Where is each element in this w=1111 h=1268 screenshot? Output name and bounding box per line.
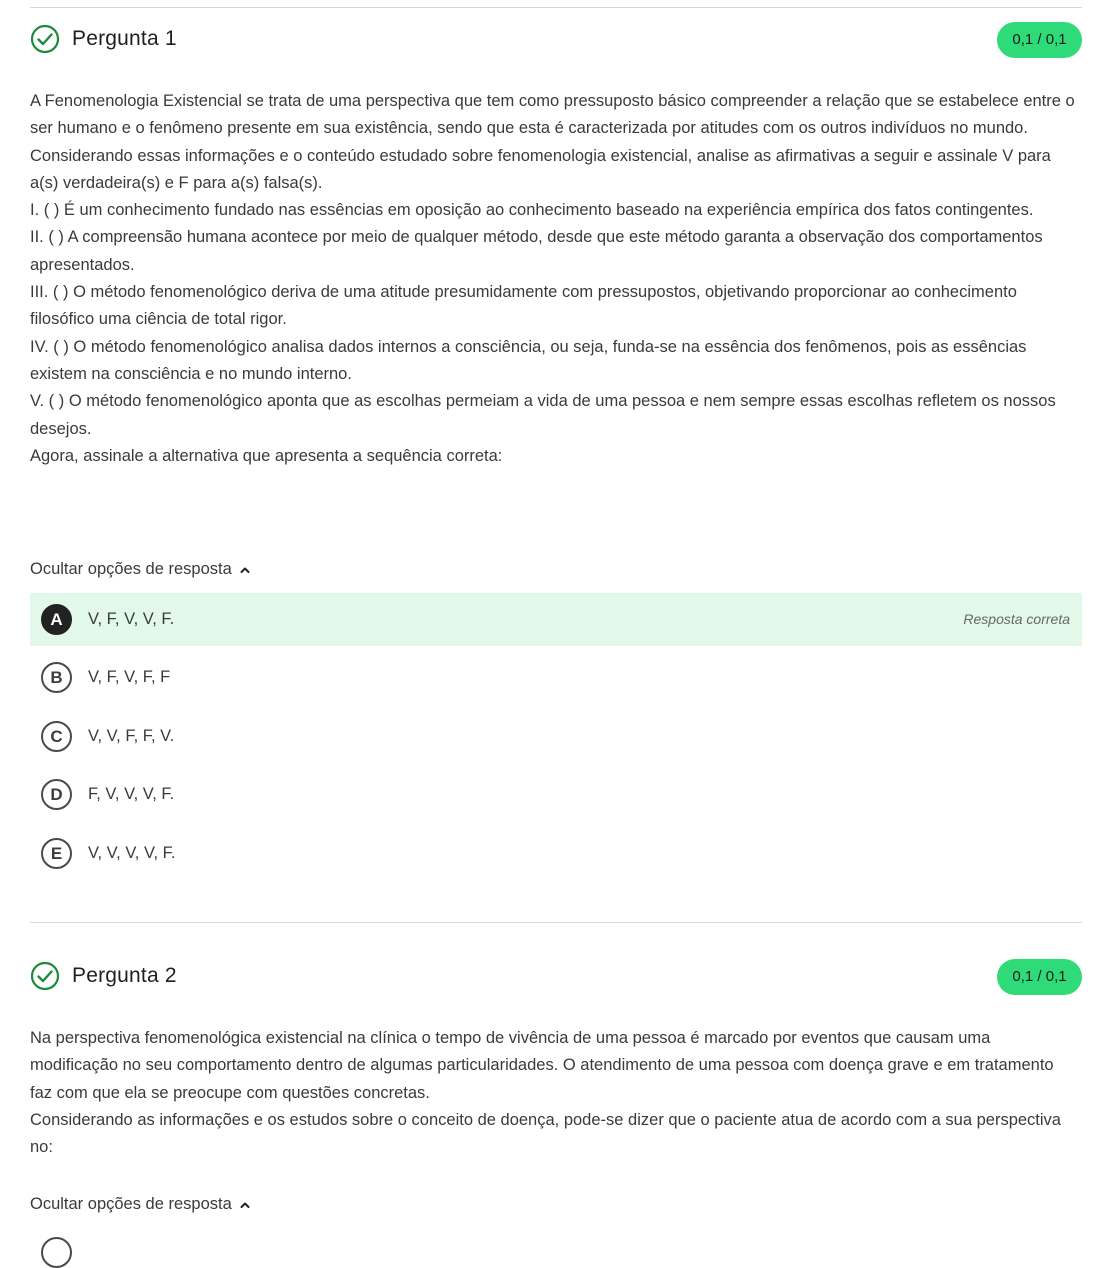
question-1-header (30, 22, 1082, 60)
option-text-e: V, V, V, V, F. (88, 844, 176, 862)
question-1-paragraph: Considerando essas informações e o conteúdo estudado sobre fenomenologia existencial, analise as afirmativas a seguir e assinale V para a(s) verdadeira(s) e F para a(s) falsa(s). (30, 146, 1051, 192)
question-1-paragraph: III. ( ) O método fenomenológico deriva de uma atitude presumidamente com pressupostos, objetivando proporcionar ao conhecimento filosófico uma ciência de total rigor. (30, 283, 1017, 329)
answer-option-c[interactable] (30, 710, 1082, 763)
answer-option-a[interactable] (30, 593, 1082, 646)
option-letter-b: B (41, 662, 72, 693)
question-1-score-badge: 0,1 / 0,1 (997, 22, 1082, 58)
question-1-paragraph: IV. ( ) O método fenomenológico analisa dados internos a consciência, ou seja, funda-se na essência dos fenômenos, pois as essências existem na consciência e no mundo interno. (30, 337, 1027, 383)
question-1-paragraph: I. ( ) É um conhecimento fundado nas essências em oposição ao conhecimento baseado na experiência empírica dos fatos contingentes. (30, 201, 1034, 220)
option-text-c: V, V, F, F, V. (88, 727, 175, 745)
question-1-title: Pergunta 1 (72, 27, 177, 50)
question-2-paragraph: Considerando as informações e os estudos sobre o conceito de doença, pode-se dizer que o paciente atua de acordo com a sua perspectiva no: (30, 1110, 1061, 1157)
check-circle-icon (30, 24, 60, 54)
option-letter-e: E (41, 838, 72, 869)
option-text-b: V, F, V, F, F (88, 668, 171, 686)
answer-option-e[interactable] (30, 827, 1082, 880)
chevron-up-icon (240, 566, 250, 574)
toggle-label: Ocultar opções de resposta (30, 1195, 232, 1213)
chevron-up-icon (240, 1201, 250, 1209)
question-1-paragraph: Agora, assinale a alternativa que apresenta a sequência correta: (30, 446, 503, 465)
answer-option-b[interactable] (30, 651, 1082, 704)
question-2-header (30, 959, 1082, 997)
toggle-label: Ocultar opções de resposta (30, 560, 232, 578)
option-letter-partial[interactable] (41, 1237, 72, 1268)
question-1-toggle-options-button[interactable] (30, 558, 250, 580)
option-letter-c: C (41, 721, 72, 752)
check-circle-icon (30, 961, 60, 991)
option-text-a: V, F, V, V, F. (88, 610, 175, 628)
answer-option-d[interactable] (30, 768, 1082, 821)
top-divider (30, 7, 1082, 8)
question-1-paragraph: A Fenomenologia Existencial se trata de uma perspectiva que tem como pressuposto básico compreender a relação que se estabelece entre o ser humano e o fenômeno presente em sua existência, sendo que esta é caracterizada por atitudes com os outros indivíduos no mundo. (30, 92, 1075, 138)
question-2-title: Pergunta 2 (72, 964, 177, 987)
question-2-toggle-options-button[interactable] (30, 1193, 250, 1215)
correct-answer-label: Resposta correta (963, 611, 1070, 627)
question-1-statement (30, 88, 1080, 470)
option-letter-a: A (41, 604, 72, 635)
option-letter-d: D (41, 779, 72, 810)
question-2-statement (30, 1025, 1080, 1161)
option-text-d: F, V, V, V, F. (88, 785, 175, 803)
question-1-paragraph: V. ( ) O método fenomenológico aponta que as escolhas permeiam a vida de uma pessoa e nem sempre essas escolhas refletem os nossos desejos. (30, 392, 1056, 438)
question-2-paragraph: Na perspectiva fenomenológica existencial na clínica o tempo de vivência de uma pessoa é marcado por eventos que causam uma modificação no seu comportamento dentro de algumas particularidades. O atendimento de uma pessoa com doença grave e em tratamento faz com que ela se preocupe com questões concretas. (30, 1029, 1054, 1102)
question-1-paragraph: II. ( ) A compreensão humana acontece por meio de qualquer método, desde que este método garanta a observação dos comportamentos apresentados. (30, 228, 1043, 274)
question-2-score-badge: 0,1 / 0,1 (997, 959, 1082, 995)
question-divider (30, 922, 1082, 923)
